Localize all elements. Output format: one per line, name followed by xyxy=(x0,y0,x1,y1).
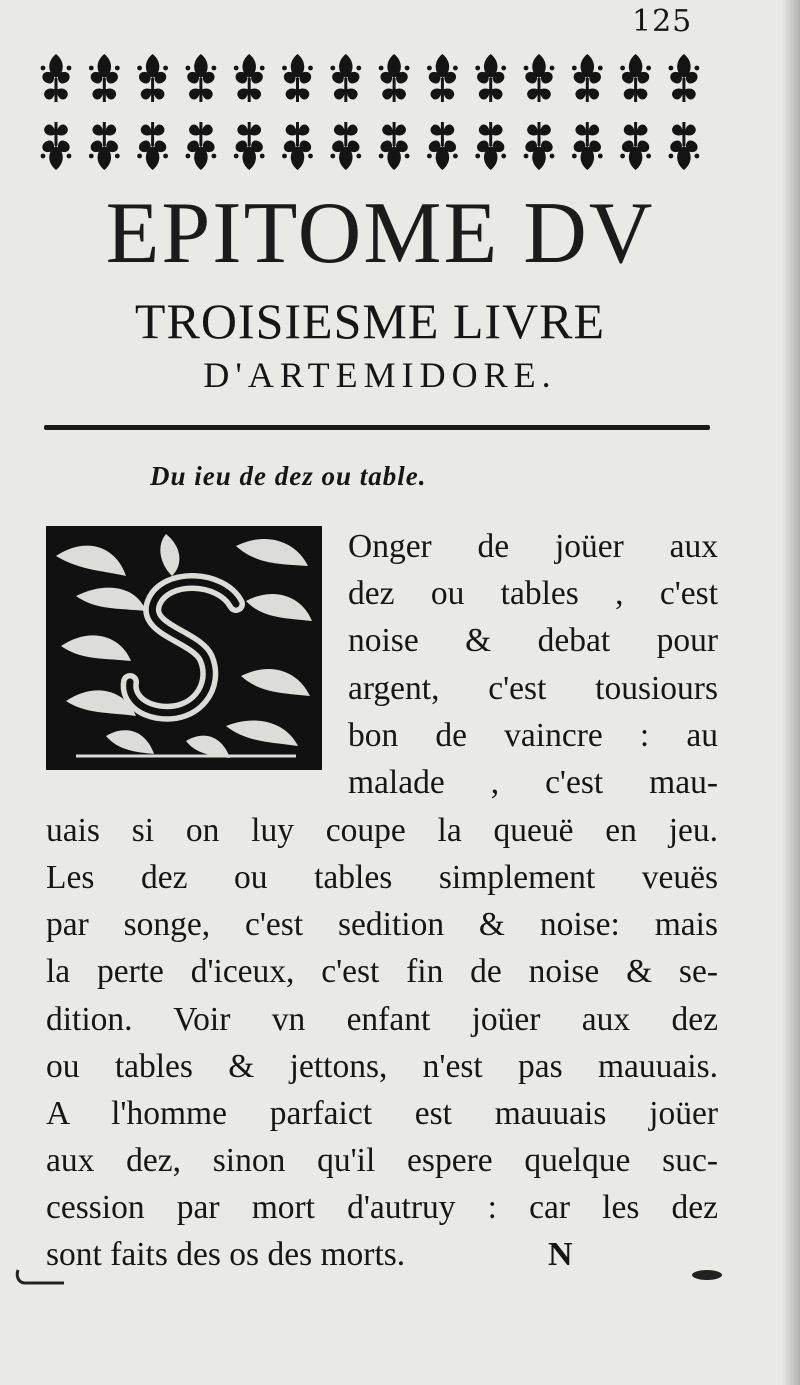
fleuron-icon xyxy=(620,122,651,170)
fleuron-icon xyxy=(89,122,120,170)
section-heading: Du ieu de dez ou table. xyxy=(150,461,427,491)
body-line: bon de vaincre : au xyxy=(348,717,718,754)
fleuron-icon xyxy=(137,122,168,170)
fleuron-icon xyxy=(427,54,458,102)
fleuron-icon xyxy=(475,54,506,102)
body-line: argent, c'est tousiours xyxy=(348,670,718,707)
fleuron-icon xyxy=(41,122,72,170)
body-line: dition. Voir vn enfant joüer aux dez xyxy=(46,1001,718,1038)
title-line-3: D'ARTEMIDORE. xyxy=(203,355,557,395)
body-line: cession par mort d'autruy : car les dez xyxy=(46,1189,718,1226)
catchword: N xyxy=(548,1236,573,1273)
title-line-1: EPITOME DV xyxy=(105,185,655,282)
body-line: noise & debat pour xyxy=(348,622,718,659)
fleuron-icon xyxy=(137,54,168,102)
body-line: sont faits des os des morts. xyxy=(46,1236,406,1273)
woodcut-drop-cap xyxy=(46,526,322,770)
body-line: Les dez ou tables simplement veuës xyxy=(46,859,718,896)
fleuron-icon xyxy=(330,122,361,170)
fleuron-icon xyxy=(524,122,555,170)
fleuron-icon xyxy=(41,54,72,102)
fleuron-icon xyxy=(282,54,313,102)
body-line: la perte d'iceux, c'est fin de noise & se- xyxy=(46,953,718,990)
body-line: malade , c'est mau- xyxy=(348,764,718,801)
fleuron-icon xyxy=(282,122,313,170)
body-line: A l'homme parfaict est mauuais joüer xyxy=(46,1095,718,1132)
fleuron-icon xyxy=(620,54,651,102)
fleuron-icon xyxy=(524,54,555,102)
fleuron-icon xyxy=(669,122,700,170)
body-line: ou tables & jettons, n'est pas mauuais. xyxy=(46,1048,718,1085)
title-line-2: TROISIESME LIVRE xyxy=(134,293,606,349)
fleuron-icon xyxy=(572,54,603,102)
body-line: Onger de joüer aux xyxy=(348,528,718,565)
fleuron-icon xyxy=(89,54,120,102)
fleuron-icon xyxy=(572,122,603,170)
fleuron-icon xyxy=(379,54,410,102)
body-line: par songe, c'est sedition & noise: mais xyxy=(46,906,718,943)
ink-smudge-left xyxy=(14,1266,74,1286)
fleuron-icon xyxy=(186,54,217,102)
fleuron-icon xyxy=(427,122,458,170)
fleuron-ornament-band xyxy=(34,44,706,176)
fleuron-icon xyxy=(234,122,265,170)
body-line: uais si on luy coupe la queuë en jeu. xyxy=(46,812,718,849)
fleuron-icon xyxy=(475,122,506,170)
fleuron-icon xyxy=(669,54,700,102)
page-number: 125 xyxy=(632,4,693,39)
body-line: aux dez, sinon qu'il espere quelque suc- xyxy=(46,1142,718,1179)
title-rule xyxy=(44,425,710,430)
page-edge-shadow xyxy=(782,0,800,1385)
ink-smudge-right xyxy=(690,1268,724,1282)
fleuron-icon xyxy=(186,122,217,170)
fleuron-icon xyxy=(234,54,265,102)
fleuron-icon xyxy=(379,122,410,170)
body-line: dez ou tables , c'est xyxy=(348,575,718,612)
fleuron-icon xyxy=(330,54,361,102)
